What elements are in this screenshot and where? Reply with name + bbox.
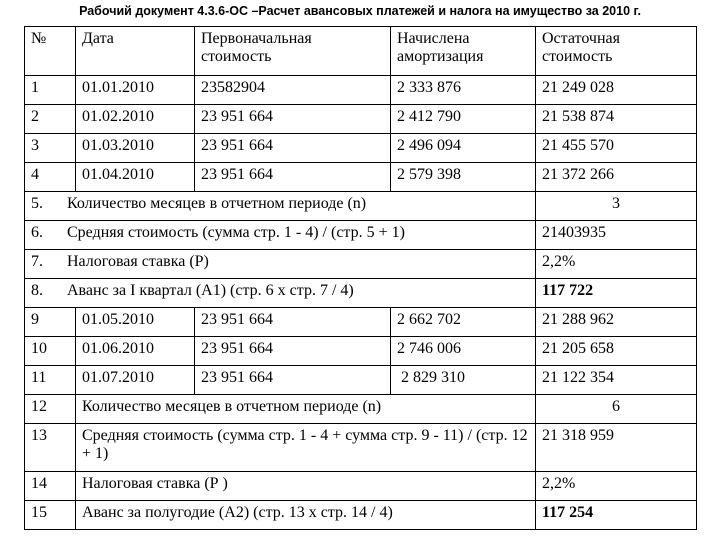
row-number: 10 xyxy=(25,337,76,366)
calc-number: 5. xyxy=(31,195,43,212)
row-depreciation: 2 829 310 xyxy=(391,366,536,395)
row-residual-cost: 21 205 658 xyxy=(536,337,697,366)
calc-number: 14 xyxy=(25,472,76,501)
calc-label-cell xyxy=(25,279,536,308)
calc-row xyxy=(25,395,697,424)
row-initial-cost: 23 951 664 xyxy=(195,163,391,192)
row-residual-cost: 21 538 874 xyxy=(536,105,697,134)
row-depreciation: 2 333 876 xyxy=(391,76,536,105)
row-residual-cost: 21 122 354 xyxy=(536,366,697,395)
row-initial-cost: 23 951 664 xyxy=(195,308,391,337)
calc-value: 117 254 xyxy=(536,501,697,530)
calc-row xyxy=(25,279,697,308)
table-row xyxy=(25,337,697,366)
header-residual-cost: Остаточная стоимость xyxy=(536,27,697,76)
calc-label-cell xyxy=(25,221,536,250)
row-initial-cost: 23 951 664 xyxy=(195,366,391,395)
table-row xyxy=(25,134,697,163)
calc-number: 15 xyxy=(25,501,76,530)
row-date: 01.02.2010 xyxy=(76,105,195,134)
calc-label: Количество месяцев в отчетном периоде (n) xyxy=(76,395,536,424)
calc-value: 21403935 xyxy=(536,221,697,250)
row-depreciation: 2 412 790 xyxy=(391,105,536,134)
calc-row xyxy=(25,192,697,221)
calc-label: Налоговая ставка (Р ) xyxy=(76,472,536,501)
row-initial-cost: 23582904 xyxy=(195,76,391,105)
calc-number: 13 xyxy=(25,424,76,472)
row-residual-cost: 21 372 266 xyxy=(536,163,697,192)
row-initial-cost: 23 951 664 xyxy=(195,134,391,163)
row-date: 01.01.2010 xyxy=(76,76,195,105)
row-depreciation: 2 662 702 xyxy=(391,308,536,337)
calc-value: 2,2% xyxy=(536,250,697,279)
table-row xyxy=(25,105,697,134)
calc-label: Аванс за полугодие (А2) (стр. 13 х стр. 14 / 4) xyxy=(76,501,536,530)
calc-value: 6 xyxy=(536,395,697,424)
calc-row xyxy=(25,221,697,250)
calc-number: 6. xyxy=(31,224,43,241)
table-row xyxy=(25,76,697,105)
row-residual-cost: 21 455 570 xyxy=(536,134,697,163)
calc-row xyxy=(25,472,697,501)
calc-value: 117 722 xyxy=(536,279,697,308)
calc-value: 2,2% xyxy=(536,472,697,501)
row-number: 2 xyxy=(25,105,76,134)
calc-label-cell xyxy=(25,192,536,221)
calc-number: 12 xyxy=(25,395,76,424)
row-number: 3 xyxy=(25,134,76,163)
row-date: 01.06.2010 xyxy=(76,337,195,366)
row-depreciation: 2 496 094 xyxy=(391,134,536,163)
header-row xyxy=(25,27,697,76)
calc-number: 7. xyxy=(31,253,43,270)
calc-label: Количество месяцев в отчетном периоде (n) xyxy=(67,195,367,212)
row-initial-cost: 23 951 664 xyxy=(195,105,391,134)
table-row xyxy=(25,308,697,337)
table-row xyxy=(25,163,697,192)
header-depreciation: Начислена амортизация xyxy=(391,27,536,76)
calc-label: Средняя стоимость (сумма стр. 1 - 4 + сумма стр. 9 - 11) / (стр. 12 + 1) xyxy=(76,424,536,472)
row-depreciation: 2 579 398 xyxy=(391,163,536,192)
calc-row xyxy=(25,424,697,472)
row-depreciation: 2 746 006 xyxy=(391,337,536,366)
row-initial-cost: 23 951 664 xyxy=(195,337,391,366)
row-number: 11 xyxy=(25,366,76,395)
tax-calculation-table xyxy=(24,26,697,530)
row-residual-cost: 21 249 028 xyxy=(536,76,697,105)
calc-label: Средняя стоимость (сумма стр. 1 - 4) / (стр. 5 + 1) xyxy=(67,224,405,241)
row-number: 9 xyxy=(25,308,76,337)
header-initial-cost: Первоначальная стоимость xyxy=(195,27,391,76)
document-title: Рабочий документ 4.3.6-ОС –Расчет авансовых платежей и налога на имущество за 2010 г. xyxy=(79,4,641,18)
table-row xyxy=(25,366,697,395)
row-number: 4 xyxy=(25,163,76,192)
row-date: 01.03.2010 xyxy=(76,134,195,163)
calc-label-cell xyxy=(25,250,536,279)
calc-value: 3 xyxy=(536,192,697,221)
row-residual-cost: 21 288 962 xyxy=(536,308,697,337)
header-number: № xyxy=(25,27,76,76)
row-date: 01.05.2010 xyxy=(76,308,195,337)
calc-number: 8. xyxy=(31,282,43,299)
calc-value: 21 318 959 xyxy=(536,424,697,472)
calc-label: Аванс за I квартал (А1) (стр. 6 х стр. 7 / 4) xyxy=(67,282,354,299)
calc-row xyxy=(25,250,697,279)
calc-label: Налоговая ставка (Р) xyxy=(67,253,209,270)
row-date: 01.07.2010 xyxy=(76,366,195,395)
header-date: Дата xyxy=(76,27,195,76)
calc-row xyxy=(25,501,697,530)
row-number: 1 xyxy=(25,76,76,105)
row-date: 01.04.2010 xyxy=(76,163,195,192)
